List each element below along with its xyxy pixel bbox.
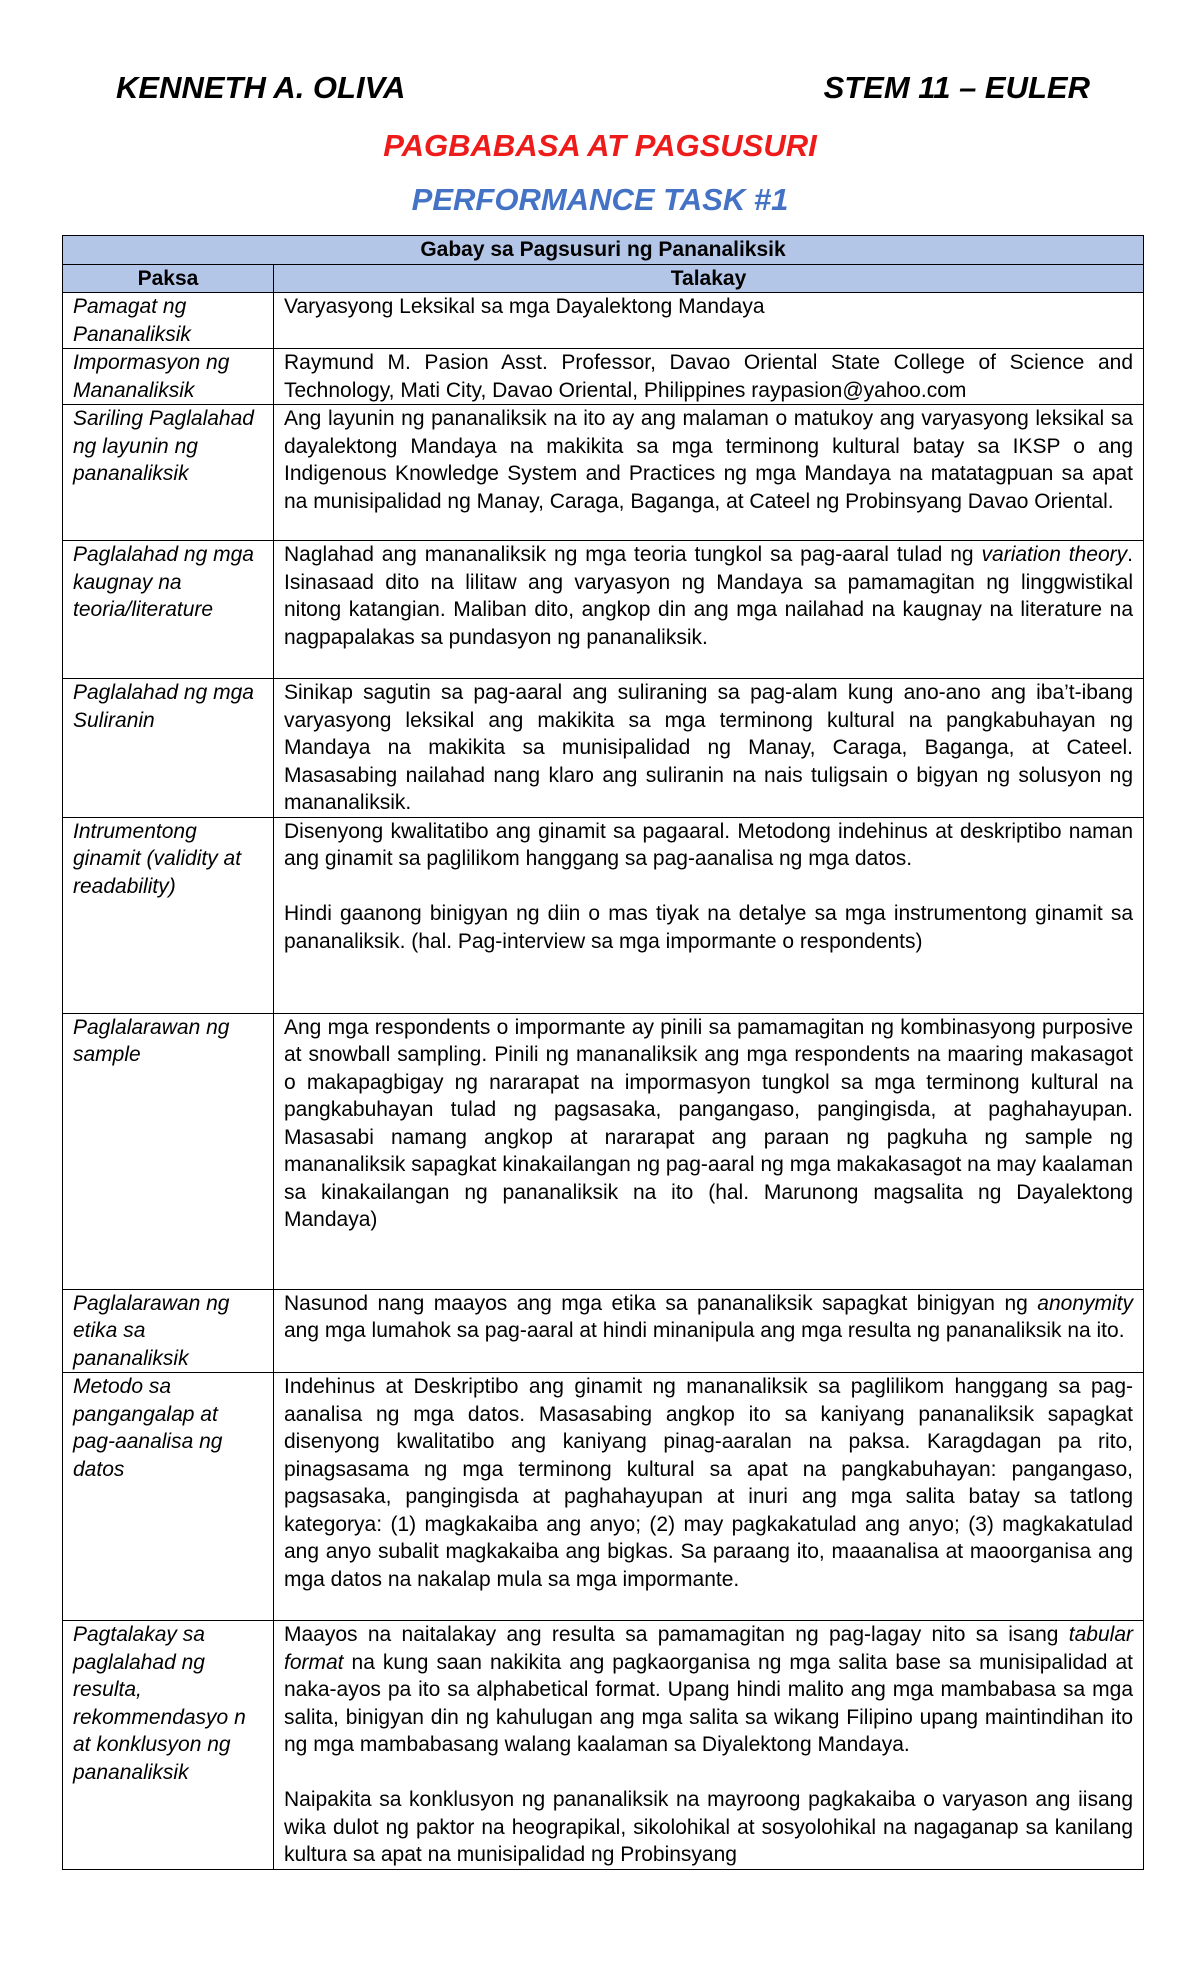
table-row — [63, 1289, 1144, 1373]
discussion-paragraph — [284, 541, 1133, 651]
text-segment: Sinikap sagutin sa pag-aaral ang suliraning sa pag-alam kung ano-ano ang iba’t-ibang varyasyong leksikal ang makikita sa mga terminong kultural na pangkabuhayan ng Mandaya na makikita sa munisipalidad ng Manay, Caraga, Baganga, at Cateel. Masasabing nailahad nang klaro ang suliranin na nais tuligsain o bigyan ng solusyon ng mananaliksik. — [284, 681, 1134, 814]
row-topic: Metodo sa pangangalap at pag-aanalisa ng datos — [63, 1373, 274, 1621]
text-segment: Disenyong kwalitatibo ang ginamit sa pagaaral. Metodong indehinus at deskriptibo naman ang ginamit sa paglilikom hanggang sa pag-aanalisa ng mga datos. — [284, 819, 1134, 870]
text-segment: ang mga lumahok sa pag-aaral at hindi minanipula ang mga resulta ng pananaliksik na ito. — [284, 1319, 1125, 1342]
row-discussion — [274, 405, 1144, 541]
row-topic: Paglalarawan ng sample — [63, 1013, 274, 1289]
student-section: STEM 11 – EULER — [823, 70, 1090, 105]
discussion-paragraph — [284, 1014, 1133, 1234]
emphasized-term: anonymity — [1037, 1291, 1134, 1315]
text-segment: Indehinus at Deskriptibo ang ginamit ng mananaliksik sa paglilikom hanggang sa pag-aanalisa ng mga datos. Masasabing angkop ito sa kaniyang pananaliksik sapagkat disenyong kwalitatibo ang kaniyang pinag-aaralan na paksa. Karagdagan pa rito, pinagsasama ng mga terminong kultural sa apat na pangkabuhayan: pangangaso, pagsasaka, pangingisda at paghahayupan at inuri ang mga salita batay sa tatlong kategorya: (1) magkakaiba ang anyo; (2) may pagkakatulad ang anyo; (3) magkakatulad ang anyo subalit magkakaiba ang bigkas. Sa paraang ito, maaanalisa at maoorganisa ang mga datos na nakalap mula sa mga impormante. — [284, 1375, 1134, 1591]
discussion-paragraph — [284, 293, 1133, 321]
text-segment: . Isinasaad dito na lilitaw ang varyasyon ng Mandaya sa pamamagitan ng linggwistikal nitong katangian. Maliban dito, angkop din ang mga nailahad na kaugnay na literature na nagpapalakas sa pundasyon ng pananaliksik. — [284, 543, 1134, 649]
row-topic: Pagtalakay sa paglalahad ng resulta, rekommendasyo n at konklusyon ng pananaliksik — [63, 1621, 274, 1870]
table-row — [63, 293, 1144, 349]
row-discussion — [274, 1621, 1144, 1870]
emphasized-term: variation theory — [981, 543, 1128, 566]
table-row — [63, 541, 1144, 679]
discussion-paragraph — [284, 900, 1133, 955]
table-row — [63, 1373, 1144, 1621]
text-segment: Raymund M. Pasion Asst. Professor, Davao Oriental State College of Science and Technology, Mati City, Davao Oriental, Philippines raypasion@yahoo.com — [284, 351, 1134, 402]
discussion-paragraph — [284, 818, 1133, 873]
row-discussion — [274, 1373, 1144, 1621]
row-topic: Paglalahad ng mga Suliranin — [63, 679, 274, 818]
discussion-paragraph — [284, 679, 1133, 817]
row-discussion — [274, 541, 1144, 679]
task-title: PERFORMANCE TASK #1 — [411, 182, 789, 217]
text-segment: na kung saan nakikita ang pagkaorganisa ng mga salita base sa munisipalidad at naka-ayos pa ito sa alphabetical format. Upang hindi malito ang mga mambabasa sa mga salita, binigyan din ng kahulugan ang mga salita sa wikang Filipino upang maintindihan ito ng mga mambabasang walang kaalaman sa Diyalektong Mandaya. — [284, 1650, 1134, 1756]
row-topic: Paglalarawan ng etika sa pananaliksik — [63, 1289, 274, 1373]
emphasized-term: tabular format — [284, 1623, 1134, 1674]
table-row — [63, 1013, 1144, 1289]
row-topic: Paglalahad ng mga kaugnay na teoria/literature — [63, 541, 274, 679]
discussion-paragraph — [284, 1290, 1133, 1345]
table-row — [63, 1621, 1144, 1870]
text-segment: Naglahad ang mananaliksik ng mga teoria tungkol sa pag-aaral tulad ng — [284, 543, 982, 566]
row-topic: Sariling Paglalahad ng layunin ng pananaliksik — [63, 405, 274, 541]
text-segment: Varyasyong Leksikal sa mga Dayalektong Mandaya — [284, 295, 765, 318]
discussion-paragraph — [284, 1621, 1133, 1759]
text-segment: Hindi gaanong binigyan ng diin o mas tiyak na detalye sa mga instrumentong ginamit sa pananaliksik. (hal. Pag-interview sa mga impormante o respondents) — [284, 902, 1134, 953]
row-topic: Pamagat ng Pananaliksik — [63, 293, 274, 349]
analysis-guide-table — [62, 235, 1144, 1870]
row-discussion — [274, 349, 1144, 405]
student-name: KENNETH A. OLIVA — [116, 70, 406, 105]
text-segment: Ang mga respondents o impormante ay pinili sa pamamagitan ng kombinasyong purposive at snowball sampling. Pinili ng mananaliksik ang mga respondents na maaring makasagot o makapagbigay ng nararapat na impormasyon tungkol sa mga terminong kultural na pangkabuhayan tulad ng pagsasaka, pangangaso, pangingisda, at paghahayupan. Masasabi namang angkop at nararapat ang paraan ng pagkuha ng sample ng mananaliksik sapagkat kinakailangan ng pag-aaral ng mga makakasagot na may kaalaman sa kinakailangan ng pananaliksik na ito (hal. Marunong magsalita ng Dayalektong Mandaya) — [284, 1015, 1134, 1231]
row-topic: Intrumentong ginamit (validity at readability) — [63, 817, 274, 1013]
text-segment: Nasunod nang maayos ang mga etika sa pananaliksik sapagkat binigyan ng — [284, 1291, 1038, 1315]
text-segment: Naipakita sa konklusyon ng pananaliksik na mayroong pagkakaiba o varyason ang iisang wika dulot ng paktor na heograpikal, sikolohikal at sosyolohikal na nagaganap sa kanilang kultura sa apat na munisipalidad ng Probinsyang — [284, 1788, 1134, 1866]
discussion-paragraph — [284, 405, 1133, 515]
text-segment: Maayos na naitalakay ang resulta sa pamamagitan ng pag-lagay nito sa isang — [284, 1623, 1069, 1646]
row-discussion — [274, 293, 1144, 349]
column-header-discussion: Talakay — [274, 264, 1144, 293]
discussion-paragraph — [284, 349, 1133, 404]
row-discussion — [274, 1013, 1144, 1289]
text-segment: Ang layunin ng pananaliksik na ito ay ang malaman o matukoy ang varyasyong leksikal sa dayalektong Mandaya na makikita sa mga terminong kultural batay sa IKSP o ang Indigenous Knowledge System and Practices ng mga Mandaya na matatagpuan sa apat na munisipalidad ng Manay, Caraga, Baganga, at Cateel ng Probinsyang Davao Oriental. — [284, 407, 1134, 513]
table-row — [63, 349, 1144, 405]
table-row — [63, 679, 1144, 818]
subject-title: PAGBABASA AT PAGSUSURI — [383, 128, 817, 163]
row-discussion — [274, 817, 1144, 1013]
row-discussion — [274, 679, 1144, 818]
table-caption: Gabay sa Pagsusuri ng Pananaliksik — [63, 236, 1144, 265]
discussion-paragraph — [284, 1786, 1133, 1869]
row-topic: Impormasyon ng Mananaliksik — [63, 349, 274, 405]
table-row — [63, 817, 1144, 1013]
column-header-topic: Paksa — [63, 264, 274, 293]
table-row — [63, 405, 1144, 541]
row-discussion — [274, 1289, 1144, 1373]
discussion-paragraph — [284, 1373, 1133, 1593]
